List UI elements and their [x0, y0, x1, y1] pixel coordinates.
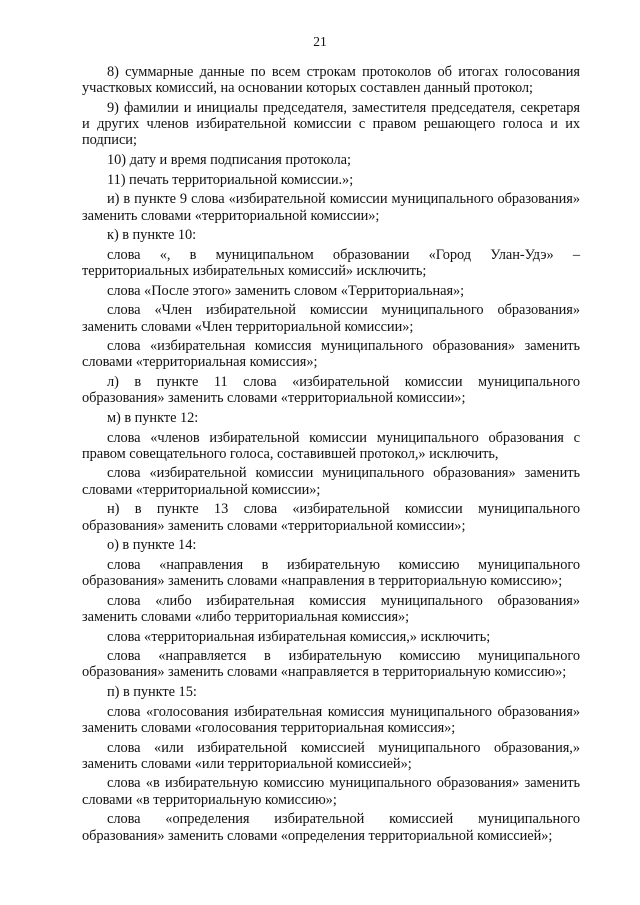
paragraph-amendment: слова «членов избирательной комиссии муниципального образования с правом совещательного голоса, составившей протокол,» исключить,: [82, 429, 580, 462]
paragraph-amendment: слова «избирательной комиссии муниципального образования» заменить словами «территориальной комиссии»;: [82, 465, 580, 498]
paragraph-subitem-n: н) в пункте 13 слова «избирательной комиссии муниципального образования» заменить словами «территориальной комиссии»;: [82, 501, 580, 534]
paragraph-subitem-k: к) в пункте 10:: [107, 227, 197, 244]
paragraph-amendment: слова «Член избирательной комиссии муниципального образования» заменить словами «Член территориальной комиссии»;: [82, 302, 580, 335]
paragraph-amendment: слова «, в муниципальном образовании «Город Улан-Удэ» – территориальных избирательных комиссий» исключить;: [82, 246, 580, 280]
paragraph-subitem-l: л) в пункте 11 слова «избирательной комиссии муниципального образования» заменить словами «территориальной комиссии»;: [82, 374, 580, 407]
paragraph-amendment: слова «либо избирательная комиссия муниципального образования» заменить словами «либо территориальная комиссия»;: [82, 592, 580, 625]
paragraph-subitem-i: и) в пункте 9 слова «избирательной комиссии муниципального образования» заменить словами «территориальной комиссии»;: [82, 191, 580, 224]
paragraph-amendment: слова «в избирательную комиссию муниципального образования» заменить словами «в территориальную комиссию»;: [82, 775, 580, 808]
paragraph-amendment: слова «избирательная комиссия муниципального образования» заменить словами «территориальная комиссия»;: [82, 338, 580, 371]
paragraph-item-11: 11) печать территориальной комиссии.»;: [107, 171, 354, 188]
paragraph-subitem-m: м) в пункте 12:: [107, 409, 199, 426]
paragraph-amendment: слова «или избирательной комиссией муниципального образования,» заменить словами «или территориальной комиссией»;: [82, 739, 580, 772]
paragraph-item-8: 8) суммарные данные по всем строкам протоколов об итогах голосования участковых комиссий, на основании которых составлен данный протокол;: [82, 64, 580, 97]
paragraph-subitem-o: о) в пункте 14:: [107, 537, 197, 554]
paragraph-amendment: слова «направляется в избирательную комиссию муниципального образования» заменить словами «направляется в территориальную комиссию»;: [82, 648, 580, 681]
page-number: 21: [313, 34, 327, 49]
paragraph-item-10: 10) дату и время подписания протокола;: [107, 152, 351, 169]
paragraph-amendment: слова «После этого» заменить словом «Территориальная»;: [107, 282, 465, 299]
paragraph-subitem-p: п) в пункте 15:: [107, 684, 197, 701]
document-body: [82, 64, 580, 847]
paragraph-amendment: слова «голосования избирательная комиссия муниципального образования» заменить словами «голосования территориальная комиссия»;: [82, 703, 580, 736]
paragraph-amendment: слова «территориальная избирательная комиссия,» исключить;: [107, 628, 491, 645]
paragraph-amendment: слова «направления в избирательную комиссию муниципального образования» заменить словами «направления в территориальную комиссию»;: [82, 556, 580, 590]
paragraph-item-9: 9) фамилии и инициалы председателя, заместителя председателя, секретаря и других членов избирательной комиссии с правом решающего голоса и их подписи;: [82, 99, 580, 149]
paragraph-amendment: слова «определения избирательной комиссией муниципального образования» заменить словами «определения территориальной комиссией»;: [82, 811, 580, 844]
